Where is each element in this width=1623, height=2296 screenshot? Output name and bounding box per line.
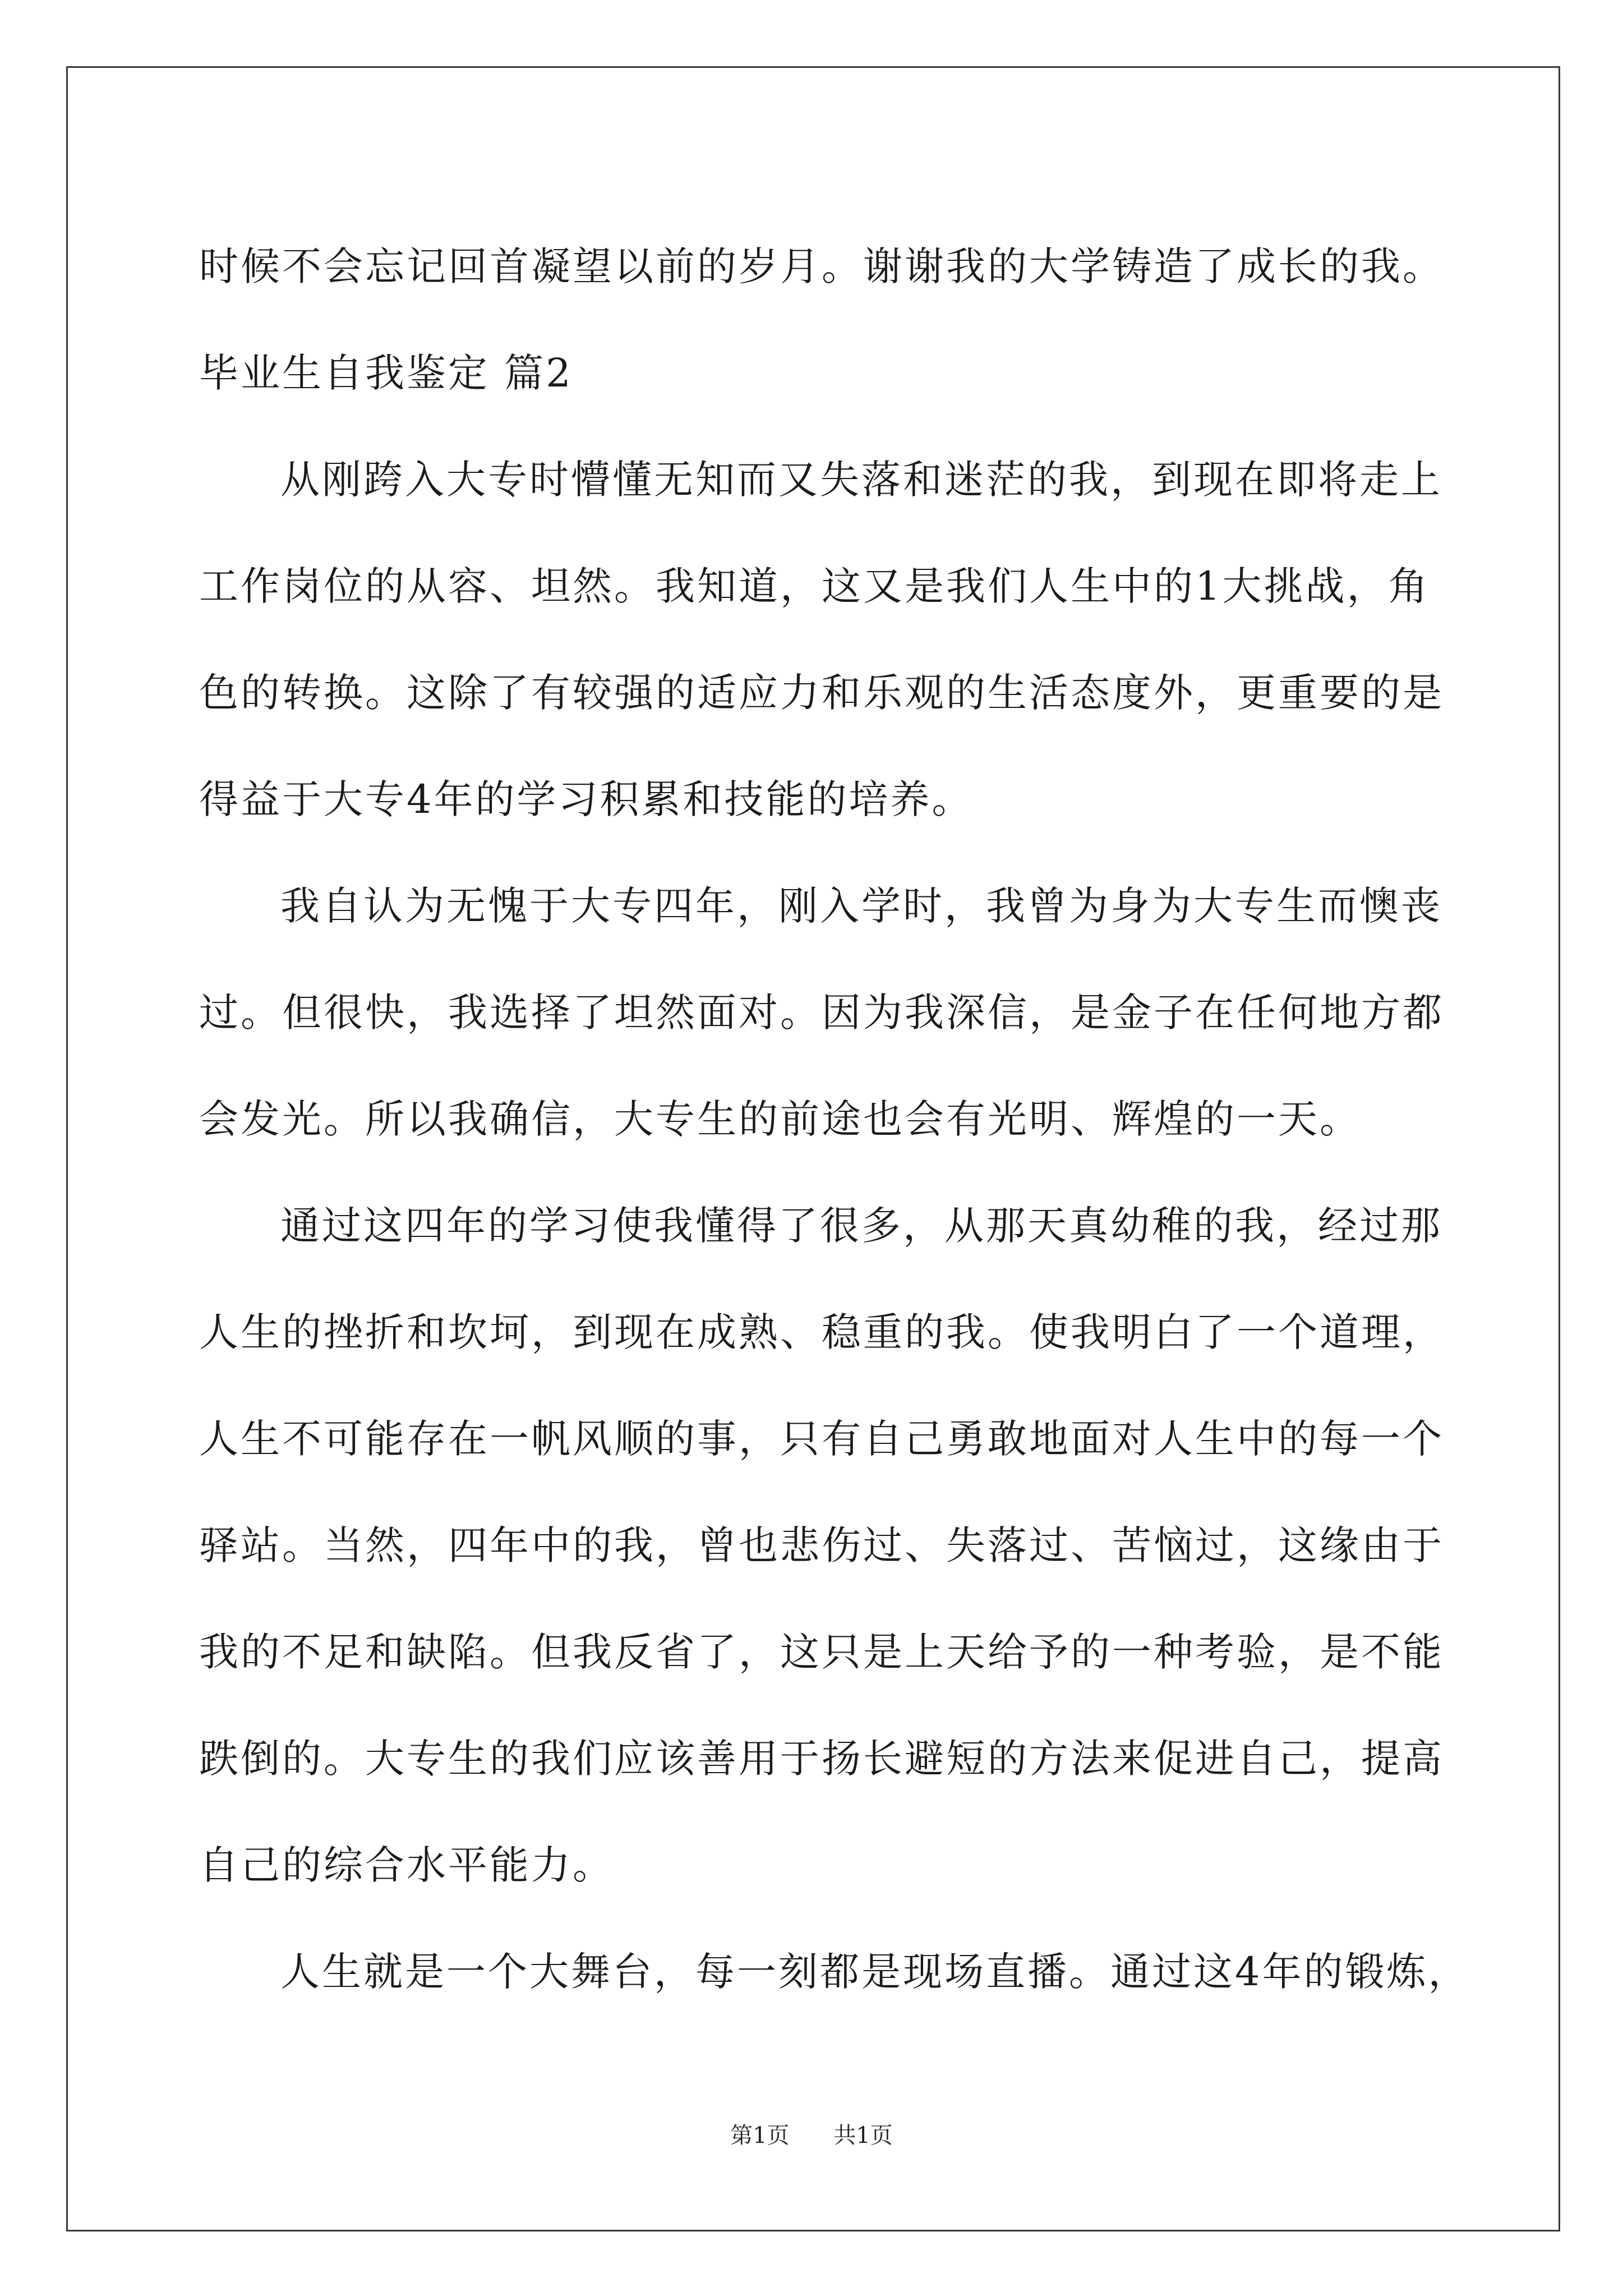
page-total: 共1页 xyxy=(833,2123,893,2148)
text-line: 通过这四年的学习使我懂得了很多，从那天真幼稚的我，经过那 xyxy=(280,1203,1442,1249)
text-line: 跌倒的。大专生的我们应该善用于扬长避短的方法来促进自己，提高 xyxy=(199,1736,1444,1782)
text-line: 我的不足和缺陷。但我反省了，这只是上天给予的一种考验，是不能 xyxy=(199,1629,1444,1675)
text-line: 人生的挫折和坎坷，到现在成熟、稳重的我。使我明白了一个道理， xyxy=(199,1309,1444,1355)
text-line: 自己的综合水平能力。 xyxy=(199,1842,614,1888)
text-line: 我自认为无愧于大专四年，刚入学时，我曾为身为大专生而懊丧 xyxy=(280,883,1442,929)
text-line: 时候不会忘记回首凝望以前的岁月。谢谢我的大学铸造了成长的我。 xyxy=(199,243,1444,289)
page-number: 第1页 xyxy=(730,2123,790,2148)
text-line: 人生不可能存在一帆风顺的事，只有自己勇敢地面对人生中的每一个 xyxy=(199,1416,1444,1462)
section-heading: 毕业生自我鉴定 篇2 xyxy=(199,350,573,396)
text-line: 过。但很快，我选择了坦然面对。因为我深信，是金子在任何地方都 xyxy=(199,990,1444,1036)
page-footer xyxy=(0,2118,1623,2150)
text-line: 得益于大专4年的学习积累和技能的培养。 xyxy=(199,776,974,822)
text-line: 会发光。所以我确信，大专生的前途也会有光明、辉煌的一天。 xyxy=(199,1096,1361,1142)
text-line: 工作岗位的从容、坦然。我知道，这又是我们人生中的1大挑战，角 xyxy=(199,563,1430,609)
document-body xyxy=(199,213,1470,2025)
text-line: 色的转换。这除了有较强的适应力和乐观的生活态度外，更重要的是 xyxy=(199,670,1444,716)
text-line: 驿站。当然，四年中的我，曾也悲伤过、失落过、苦恼过，这缘由于 xyxy=(199,1522,1444,1568)
text-line: 从刚跨入大专时懵懂无知而又失落和迷茫的我，到现在即将走上 xyxy=(280,457,1442,503)
text-line: 人生就是一个大舞台，每一刻都是现场直播。通过这4年的锻炼， xyxy=(280,1949,1470,1995)
